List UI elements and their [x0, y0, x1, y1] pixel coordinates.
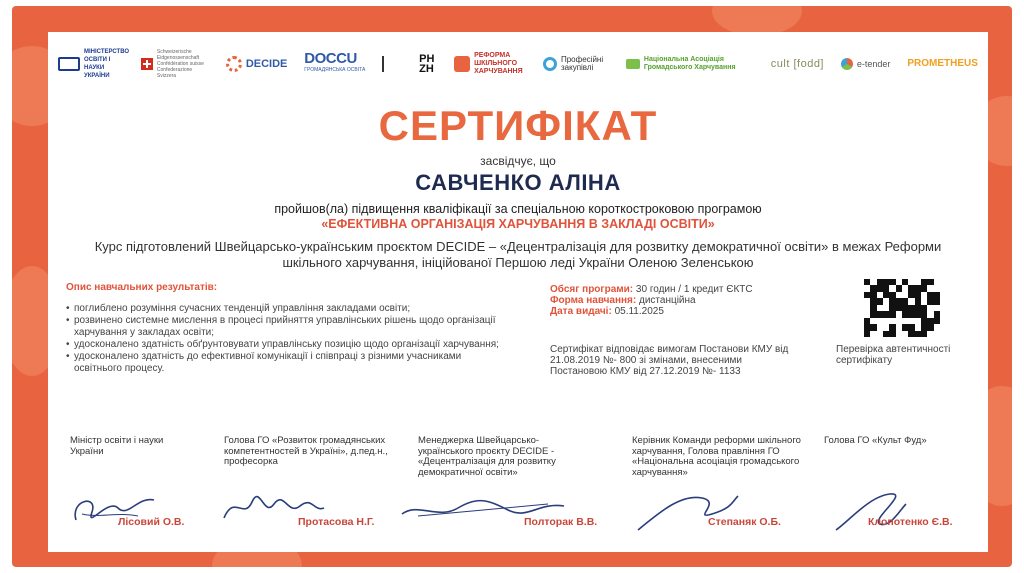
signatory-name: Протасова Н.Г. [298, 516, 375, 528]
signatory-role: Голова ГО «Культ Фуд» [824, 435, 927, 446]
signatory-role: Керівник Команди реформи шкільного харчування, Голова правління ГО «Національна асоціація громадського харчування» [632, 435, 801, 478]
list-item: • удосконалено здатність до ефективної комунікації і співпраці з різними учасниками освітнього процесу. [66, 351, 506, 375]
partner-logos [48, 48, 988, 80]
qr-module [934, 331, 940, 337]
logo-etender: e-tender [841, 58, 891, 70]
logo-cult: cult [fodd] [770, 58, 824, 70]
form-row: Форма навчання: дистанційна [550, 295, 696, 306]
decide-circle-icon [226, 56, 242, 72]
certificate-card [48, 32, 988, 552]
recipient-name: САВЧЕНКО АЛІНА [415, 170, 621, 195]
logo-reform: РЕФОРМА ШКІЛЬНОГО ХАРЧУВАННЯ [454, 52, 526, 76]
volume-row: Обсяг програми: 30 годин / 1 кредит ЄКТС [550, 284, 753, 295]
signatory-name: Лісовий О.В. [118, 516, 185, 528]
signatory-name: Степаняк О.Б. [708, 516, 781, 528]
logo-prometheus: PROMETHEUS [907, 58, 978, 69]
certificate-title: СЕРТИФІКАТ [378, 102, 658, 149]
list-item: • удосконалено здатність обґрунтовувати управлінську позицію щодо організації харчування; [66, 339, 506, 351]
course-description: Курс підготовлений Швейцарсько-українським проєктом DECIDE – «Децентралізація для розвитку демократичної освіти» в межах Реформи шкільного харчування, ініційованої Першою леді України Оленою Зеленською [94, 239, 942, 270]
logo-phzh: PH ZH [419, 53, 435, 75]
signatory-name: Полторак В.В. [524, 516, 598, 528]
results-list [66, 303, 506, 375]
signatory-role: Менеджерка Швейцарсько-українського проєкту DECIDE - «Децентралізація для розвитку демократичної освіти» [418, 435, 556, 478]
nagh-icon [626, 59, 640, 69]
logo-prof: Професійні закупівлі [543, 56, 609, 72]
program-title: «ЕФЕКТИВНА ОРГАНІЗАЦІЯ ХАРЧУВАННЯ В ЗАКЛАДІ ОСВІТИ» [321, 217, 715, 231]
etender-icon [841, 58, 853, 70]
logo-mon: МІНІСТЕРСТВО ОСВІТИ І НАУКИ УКРАЇНИ [58, 48, 124, 80]
signatory-role: Міністр освіти і науки України [70, 435, 164, 457]
certificate-frame [12, 6, 1012, 567]
list-item: • поглиблено розуміння сучасних тенденцій управління закладами освіти; [66, 303, 506, 315]
passed-text: пройшов(ла) підвищення кваліфікації за спеціальною короткостроковою програмою [274, 202, 762, 216]
qr-code-icon[interactable] [864, 279, 940, 337]
reform-icon [454, 56, 470, 72]
logo-nagh: Національна Асоціація Громадського Харчування [626, 56, 754, 72]
certificate-subtitle: засвідчує, що [480, 154, 556, 168]
list-item: • розвинено системне мислення в процесі прийняття управлінських рішень щодо організації харчування у закладах освіти; [66, 315, 506, 339]
logo-decide: DECIDE [226, 56, 288, 72]
trident-icon [58, 57, 80, 71]
signatory-role: Голова ГО «Розвиток громадянських компетентностей в Україні», д.пед.н., професорка [224, 435, 388, 467]
qr-caption: Перевірка автентичності сертифікату [836, 344, 951, 366]
prof-icon [543, 57, 557, 71]
logo-uni [382, 56, 402, 72]
logo-swiss: Schweizerische Eidgenossenschaft Confédération suisse Confederazione Svizzera [141, 49, 209, 79]
results-heading: Опис навчальних результатів: [66, 282, 218, 293]
learning-results [66, 282, 506, 375]
program-info [550, 284, 840, 317]
date-row: Дата видачі: 05.11.2025 [550, 306, 664, 317]
signatory-name: Клопотенко Є.В. [868, 516, 953, 528]
swiss-cross-icon [141, 58, 153, 70]
logo-docu: DOCCU ГРОМАДЯНСЬКА ОСВІТА [304, 49, 366, 73]
legal-note: Сертифікат відповідає вимогам Постанови КМУ від 21.08.2019 №- 800 зі змінами, внесеними Постановою КМУ від 27.12.2019 №- 1133 [550, 344, 789, 377]
